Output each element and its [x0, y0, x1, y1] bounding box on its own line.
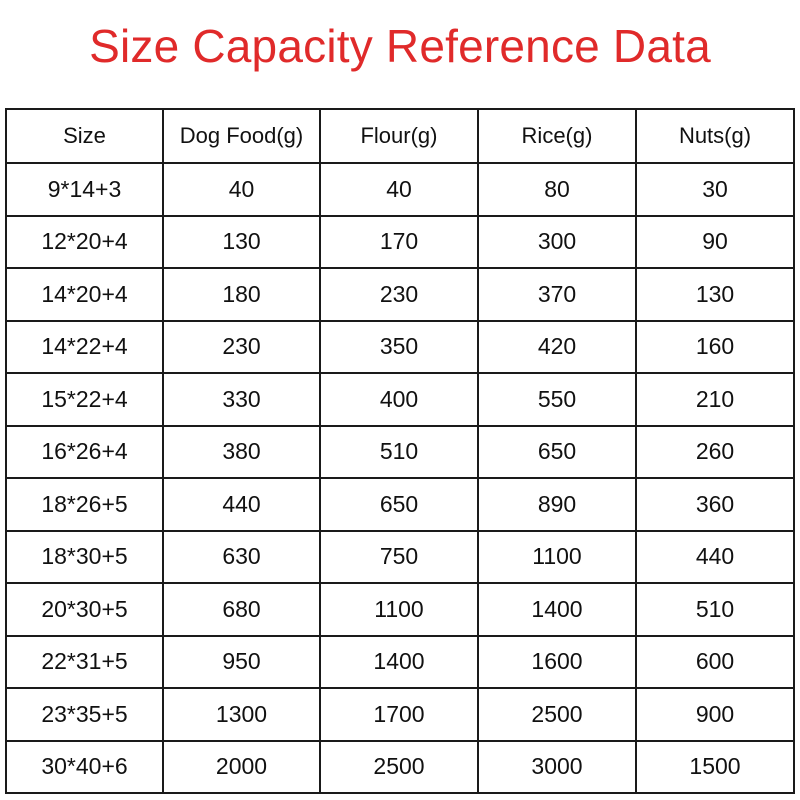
table-row [6, 216, 794, 269]
cell-dog-food: 2000 [163, 741, 320, 794]
cell-dog-food: 380 [163, 426, 320, 479]
cell-nuts: 440 [636, 531, 794, 584]
table-row [6, 478, 794, 531]
cell-nuts: 130 [636, 268, 794, 321]
cell-nuts: 900 [636, 688, 794, 741]
cell-dog-food: 330 [163, 373, 320, 426]
cell-size: 18*26+5 [6, 478, 163, 531]
cell-rice: 1600 [478, 636, 636, 689]
table-row [6, 583, 794, 636]
cell-nuts: 90 [636, 216, 794, 269]
cell-rice: 650 [478, 426, 636, 479]
table-row [6, 426, 794, 479]
header-size: Size [6, 109, 163, 163]
table-row [6, 636, 794, 689]
cell-size: 30*40+6 [6, 741, 163, 794]
table-row [6, 321, 794, 374]
cell-flour: 750 [320, 531, 478, 584]
cell-flour: 510 [320, 426, 478, 479]
cell-nuts: 1500 [636, 741, 794, 794]
table-row [6, 741, 794, 794]
cell-nuts: 160 [636, 321, 794, 374]
table-row [6, 163, 794, 216]
cell-dog-food: 1300 [163, 688, 320, 741]
cell-flour: 230 [320, 268, 478, 321]
cell-rice: 300 [478, 216, 636, 269]
cell-size: 22*31+5 [6, 636, 163, 689]
cell-flour: 1100 [320, 583, 478, 636]
table-header-row [6, 109, 794, 163]
cell-flour: 650 [320, 478, 478, 531]
cell-flour: 400 [320, 373, 478, 426]
page-title: Size Capacity Reference Data [89, 20, 711, 72]
cell-rice: 890 [478, 478, 636, 531]
cell-rice: 80 [478, 163, 636, 216]
cell-dog-food: 950 [163, 636, 320, 689]
table-row [6, 688, 794, 741]
capacity-table [5, 108, 795, 794]
cell-rice: 1100 [478, 531, 636, 584]
cell-dog-food: 40 [163, 163, 320, 216]
cell-nuts: 360 [636, 478, 794, 531]
cell-flour: 1700 [320, 688, 478, 741]
cell-dog-food: 630 [163, 531, 320, 584]
cell-rice: 1400 [478, 583, 636, 636]
cell-rice: 3000 [478, 741, 636, 794]
cell-nuts: 210 [636, 373, 794, 426]
cell-rice: 550 [478, 373, 636, 426]
cell-size: 18*30+5 [6, 531, 163, 584]
cell-rice: 370 [478, 268, 636, 321]
cell-dog-food: 230 [163, 321, 320, 374]
cell-size: 23*35+5 [6, 688, 163, 741]
cell-size: 16*26+4 [6, 426, 163, 479]
cell-size: 14*22+4 [6, 321, 163, 374]
cell-rice: 2500 [478, 688, 636, 741]
cell-nuts: 260 [636, 426, 794, 479]
cell-nuts: 510 [636, 583, 794, 636]
cell-size: 15*22+4 [6, 373, 163, 426]
header-dog-food: Dog Food(g) [163, 109, 320, 163]
table-row [6, 531, 794, 584]
table-body [6, 163, 794, 793]
cell-rice: 420 [478, 321, 636, 374]
cell-nuts: 600 [636, 636, 794, 689]
cell-nuts: 30 [636, 163, 794, 216]
cell-size: 12*20+4 [6, 216, 163, 269]
cell-size: 9*14+3 [6, 163, 163, 216]
cell-flour: 40 [320, 163, 478, 216]
cell-size: 14*20+4 [6, 268, 163, 321]
header-nuts: Nuts(g) [636, 109, 794, 163]
cell-flour: 1400 [320, 636, 478, 689]
cell-flour: 2500 [320, 741, 478, 794]
cell-dog-food: 180 [163, 268, 320, 321]
table-row [6, 268, 794, 321]
cell-flour: 170 [320, 216, 478, 269]
cell-flour: 350 [320, 321, 478, 374]
cell-size: 20*30+5 [6, 583, 163, 636]
cell-dog-food: 680 [163, 583, 320, 636]
cell-dog-food: 130 [163, 216, 320, 269]
cell-dog-food: 440 [163, 478, 320, 531]
table-row [6, 373, 794, 426]
header-rice: Rice(g) [478, 109, 636, 163]
header-flour: Flour(g) [320, 109, 478, 163]
